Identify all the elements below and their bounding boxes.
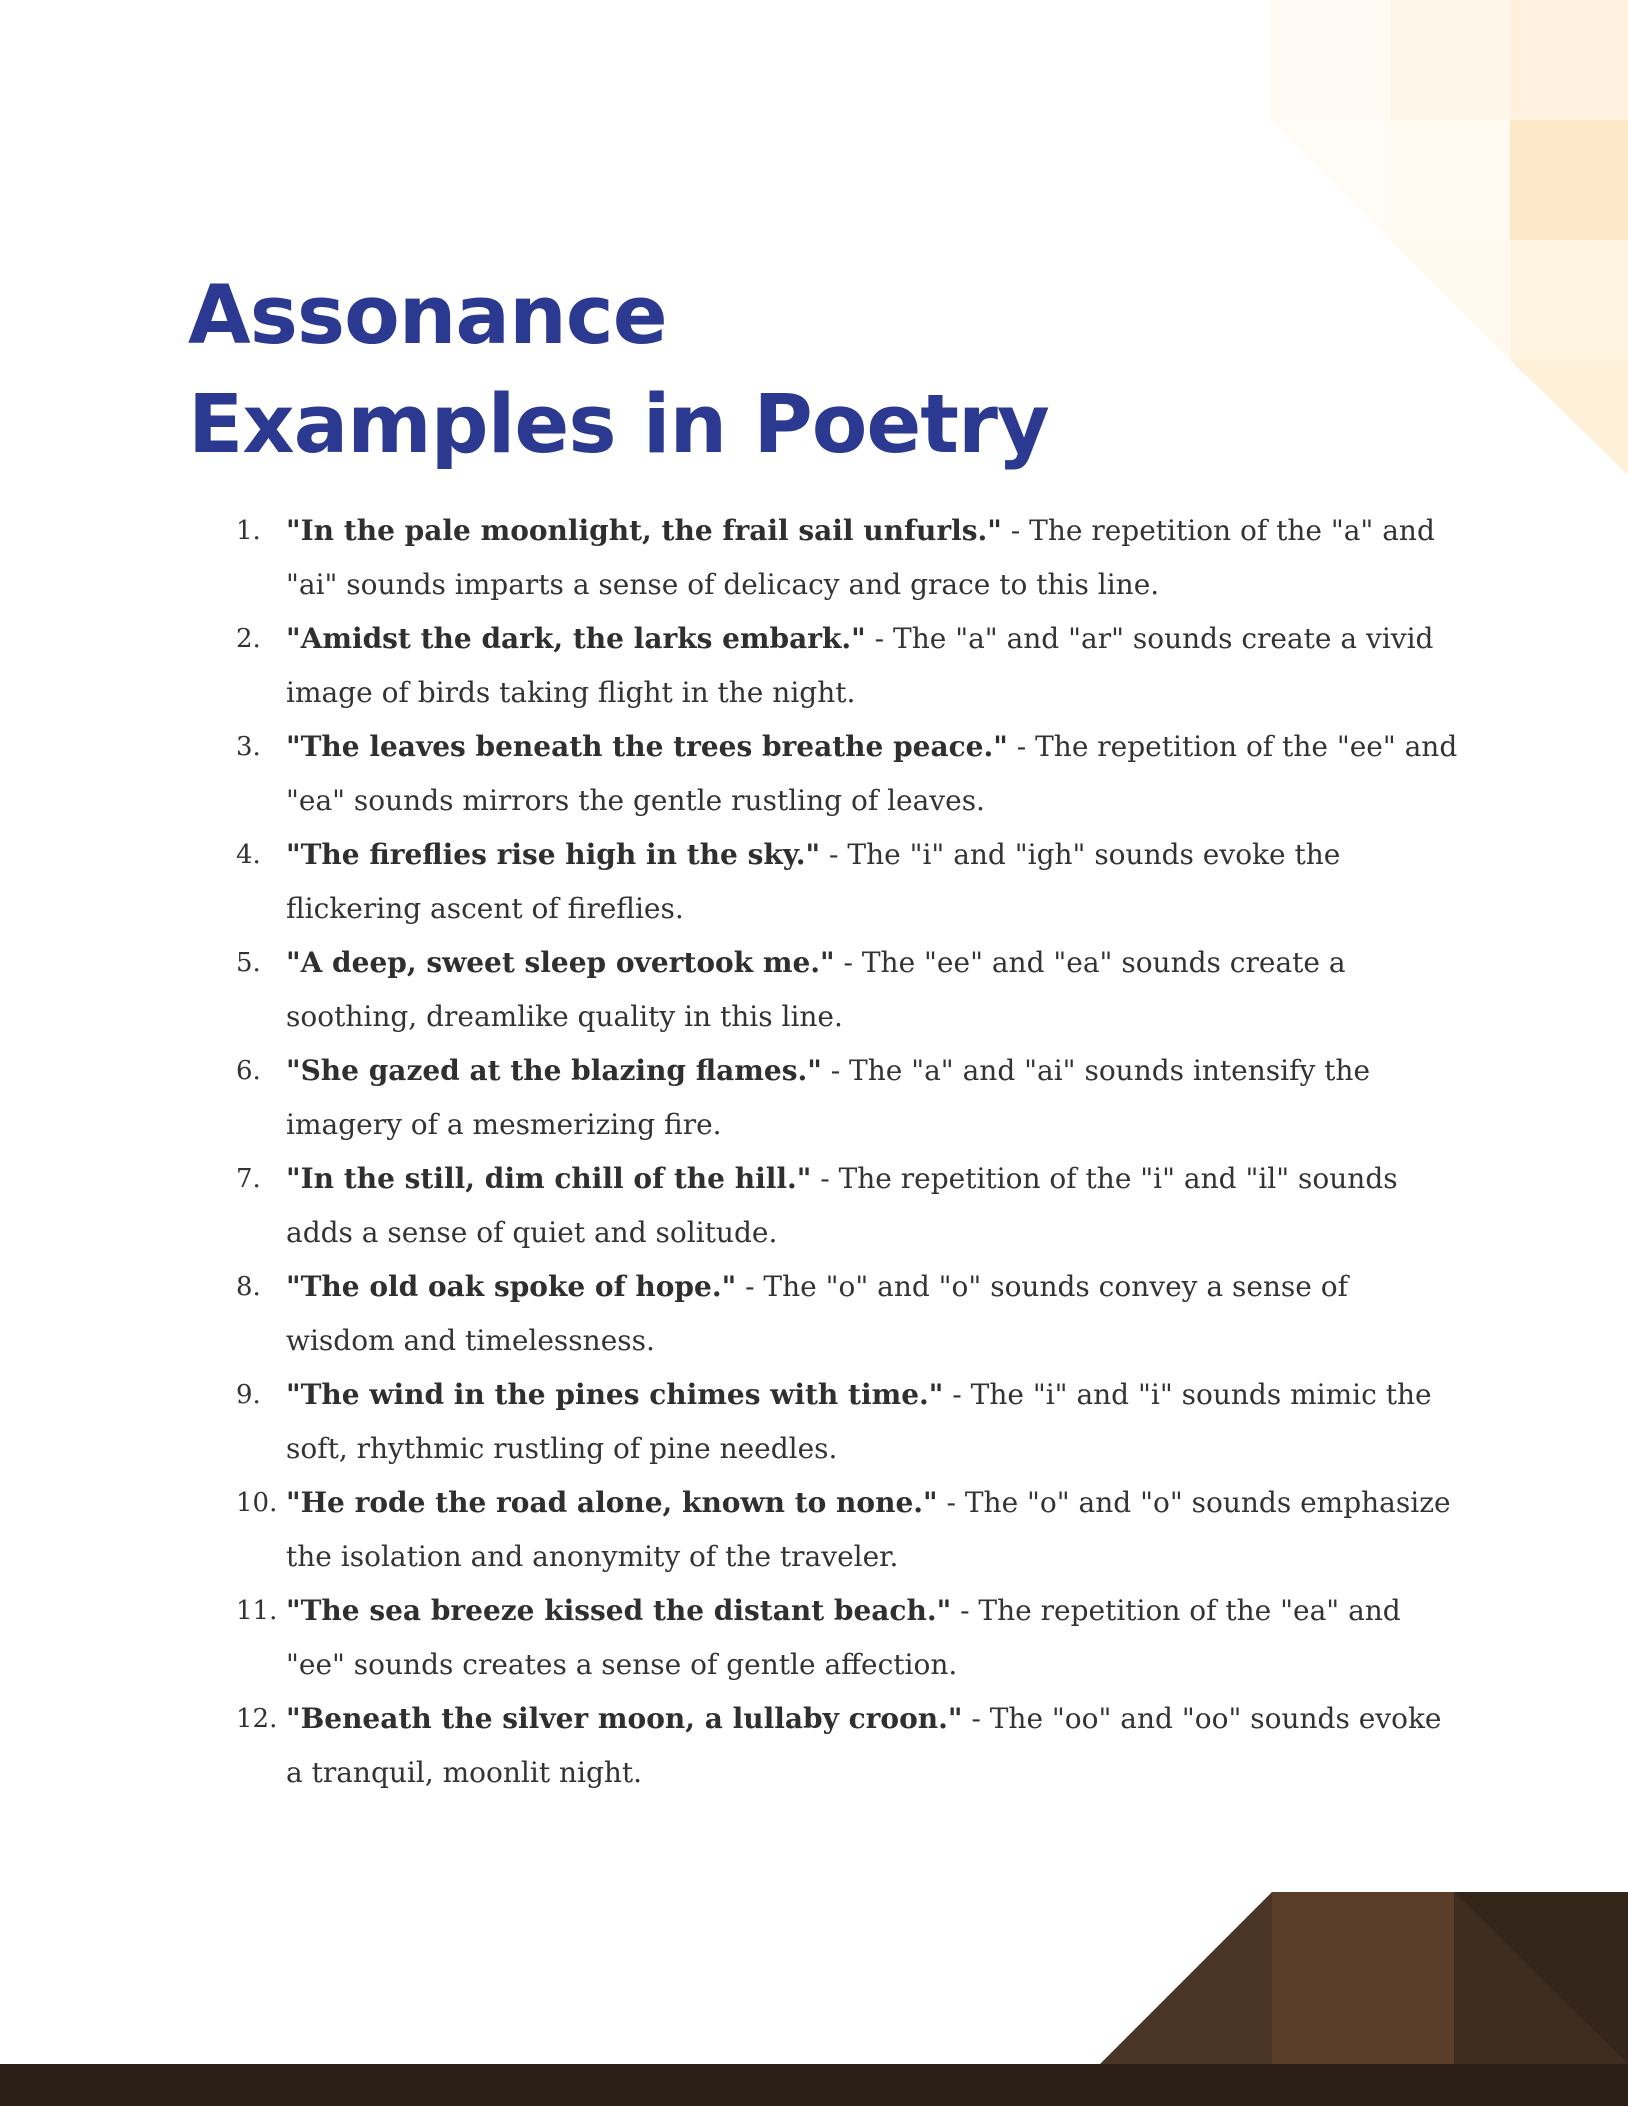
list-item (210, 1044, 1460, 1152)
list-item-number: 7. (236, 1164, 261, 1194)
list-item-quote: "The wind in the pines chimes with time." (286, 1378, 944, 1411)
list-item-number: 5. (236, 948, 261, 978)
page-title (188, 262, 1049, 480)
list-item-number: 8. (236, 1272, 261, 1302)
list-item (210, 1476, 1460, 1584)
list-item-number: 6. (236, 1056, 261, 1086)
list-item-description: - The "o" and "o" sounds convey a sense of wisdom and timelessness. (286, 1270, 1348, 1357)
bottom-right-mosaic (0, 1892, 1628, 2106)
list-item-quote: "He rode the road alone, known to none." (286, 1486, 938, 1519)
list-item-number: 2. (236, 624, 261, 654)
list-item (210, 936, 1460, 1044)
list-item (210, 1260, 1460, 1368)
list-item-quote: "The fireflies rise high in the sky." (286, 838, 821, 871)
list-item-description: - The "oo" and "oo" sounds evoke a tranquil, moonlit night. (286, 1702, 1442, 1789)
list-item-number: 4. (236, 840, 261, 870)
list-item-number: 12. (236, 1704, 278, 1734)
page-title-line-1: Assonance (188, 269, 667, 363)
list-item (210, 1152, 1460, 1260)
page-title-line-2: Examples in Poetry (188, 378, 1049, 472)
list-item-quote: "In the pale moonlight, the frail sail unfurls." (286, 514, 1002, 547)
list-item-quote: "In the still, dim chill of the hill." (286, 1162, 812, 1195)
list-item-description: - The "o" and "o" sounds emphasize the isolation and anonymity of the traveler. (286, 1486, 1451, 1573)
list-item-description: - The repetition of the "a" and "ai" sounds imparts a sense of delicacy and grace to this line. (286, 514, 1435, 601)
list-item-quote: "Amidst the dark, the larks embark." (286, 622, 866, 655)
examples-list (210, 504, 1460, 1800)
list-item-quote: "She gazed at the blazing flames." (286, 1054, 822, 1087)
list-item-description: - The "a" and "ar" sounds create a vivid image of birds taking flight in the night. (286, 622, 1434, 709)
list-item (210, 1584, 1460, 1692)
list-item-number: 9. (236, 1380, 261, 1410)
list-item-number: 11. (236, 1596, 278, 1626)
list-item-quote: "The old oak spoke of hope." (286, 1270, 737, 1303)
list-item (210, 1368, 1460, 1476)
list-item-description: - The "i" and "i" sounds mimic the soft, rhythmic rustling of pine needles. (286, 1378, 1432, 1465)
list-item-description: - The repetition of the "ee" and "ea" sounds mirrors the gentle rustling of leaves. (286, 730, 1458, 817)
list-item (210, 504, 1460, 612)
top-right-mosaic (1270, 0, 1628, 475)
list-item-description: - The "a" and "ai" sounds intensify the imagery of a mesmerizing fire. (286, 1054, 1371, 1141)
list-item-quote: "The leaves beneath the trees breathe peace." (286, 730, 1008, 763)
list-item-number: 3. (236, 732, 261, 762)
list-item-description: - The "ee" and "ea" sounds create a soothing, dreamlike quality in this line. (286, 946, 1346, 1033)
list-item-number: 1. (236, 516, 261, 546)
list-item-quote: "A deep, sweet sleep overtook me." (286, 946, 835, 979)
list-item-number: 10. (236, 1488, 278, 1518)
list-item (210, 828, 1460, 936)
list-item-description: - The repetition of the "i" and "il" sounds adds a sense of quiet and solitude. (286, 1162, 1398, 1249)
list-item-description: - The "i" and "igh" sounds evoke the flickering ascent of fireflies. (286, 838, 1341, 925)
list-item-description: - The repetition of the "ea" and "ee" sounds creates a sense of gentle affection. (286, 1594, 1401, 1681)
list-item (210, 720, 1460, 828)
list-item-quote: "Beneath the silver moon, a lullaby croon." (286, 1702, 963, 1735)
list-item (210, 612, 1460, 720)
list-item-quote: "The sea breeze kissed the distant beach." (286, 1594, 952, 1627)
list-item (210, 1692, 1460, 1800)
